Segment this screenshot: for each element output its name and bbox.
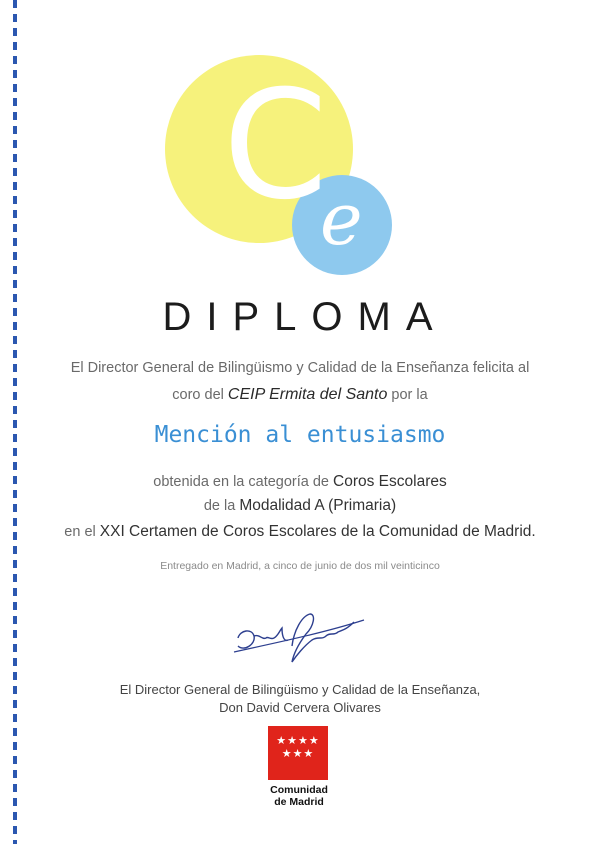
comunidad-madrid-emblem (268, 726, 328, 780)
choir-suffix: por la (391, 387, 428, 403)
school-name: CEIP Ermita del Santo (227, 386, 388, 403)
stars-icon (268, 735, 328, 761)
category-prefix: obtenida en la categoría de (153, 474, 329, 490)
choir-prefix: coro del (172, 387, 224, 403)
emblem-text-line-1: Comunidad (270, 784, 328, 796)
diploma-title: DIPLOMA (162, 295, 448, 339)
stars-row-1: ★★★★ (276, 735, 320, 747)
contest-line (40, 523, 560, 541)
ce-logo (165, 55, 405, 280)
modality-line (40, 497, 560, 515)
stars-row-2: ★★★ (281, 748, 315, 760)
contest-name: XXI Certamen de Coros Escolares de la Comunidad de Madrid. (99, 523, 536, 540)
signer-title: El Director General de Bilingüismo y Calidad de la Enseñanza, (119, 682, 481, 697)
signature-image (230, 600, 370, 675)
modality-name: Modalidad A (Primaria) (239, 497, 397, 514)
logo-letter-e: e (320, 177, 363, 261)
contest-prefix: en el (64, 524, 96, 540)
intro-line: El Director General de Bilingüismo y Calidad de la Enseñanza felicita al (70, 360, 530, 376)
date-line: Entregado en Madrid, a cinco de junio de dos mil veinticinco (160, 560, 440, 572)
emblem-text-line-2: de Madrid (274, 796, 324, 808)
signer-name: Don David Cervera Olivares (219, 700, 381, 715)
category-name: Coros Escolares (333, 473, 447, 490)
choir-line (40, 386, 560, 404)
category-line (40, 473, 560, 491)
modality-prefix: de la (203, 498, 236, 514)
logo-letter-c: C (223, 59, 328, 233)
award-mention: Mención al entusiasmo (154, 422, 446, 448)
